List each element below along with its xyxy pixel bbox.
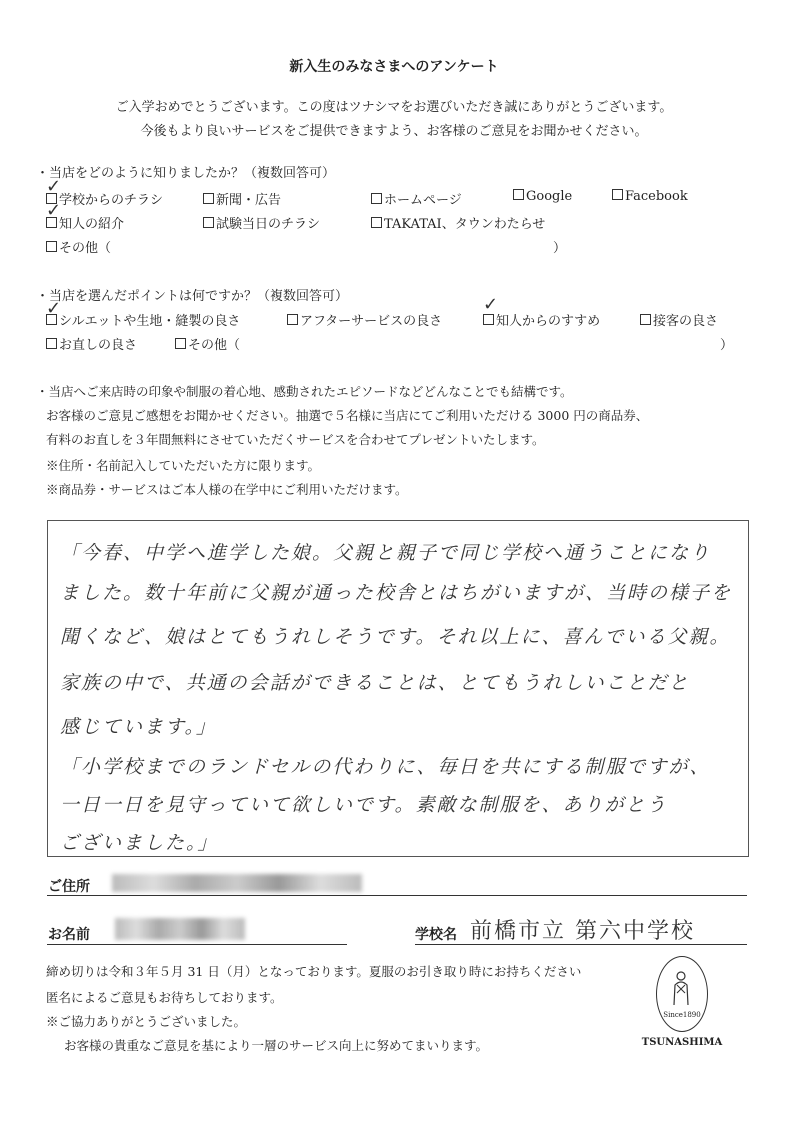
tsunashima-logo [656,956,708,1032]
checkbox[interactable] [640,314,651,325]
survey-title: 新入生のみなさまへのアンケート [289,59,499,75]
q1-option-school-flyer[interactable]: 学校からのチラシ [46,189,163,208]
school-label: 学校名 [415,927,457,943]
q1-option-newspaper[interactable]: 新聞・広告 [203,189,281,208]
check-mark-icon: ✓ [46,298,62,319]
q2-option-service[interactable]: 接客の良さ [640,310,718,329]
figure-icon [672,971,690,1005]
answer-line-1: 「今春、中学へ進学した娘。父親と親子で同じ学校へ通うことになり [60,542,712,564]
q3-line-3: 有料のお直しを３年間無料にさせていただくサービスを合わせてプレゼントいたします。 [46,432,545,447]
name-underline [47,944,347,945]
check-mark-icon: ✓ [46,200,62,221]
footer-line-3: ※ご協力ありがとうございました。 [46,1014,247,1029]
address-redacted [112,874,362,892]
logo-name: TSUNASHIMA [641,1037,723,1048]
q1-option-homepage[interactable]: ホームページ [371,189,462,208]
q3-line-4: ※住所・名前記入していただいた方に限ります。 [46,458,321,473]
q2-option-silhouette[interactable]: シルエットや生地・縫製の良さ [46,310,240,329]
checkbox[interactable] [46,241,57,252]
answer-line-2: ました。数十年前に父親が通った校舎とはちがいますが、当時の様子を [60,582,733,604]
school-underline [415,944,747,945]
q3-line-1: ・当店へご来店時の印象や制服の着心地、感動されたエピソードなどどんなことでも結構です。 [36,384,573,399]
q1-option-google[interactable]: Google [513,189,572,204]
footer-line-1: 締め切りは令和３年５月 31 日（月）となっております。夏服のお引き取り時にお持ちください [46,964,582,979]
check-mark-icon: ✓ [46,176,62,197]
name-redacted [115,918,245,940]
answer-line-5: 感じています。」 [60,716,217,738]
q2-option-aftercare[interactable]: アフターサービスの良さ [287,310,442,329]
q1-question: ・当店をどのように知りましたか？（複数回答可） [36,166,336,181]
q1-option-takatai[interactable]: TAKATAI、タウンわたらせ [371,213,545,232]
q1-option-facebook[interactable]: Facebook [612,189,688,204]
answer-line-3: 聞くなど、娘はとてもうれしそうです。それ以上に、喜んでいる父親。 [60,626,731,648]
checkbox[interactable] [612,189,623,200]
checkbox[interactable] [513,189,524,200]
q2-question: ・当店を選んだポイントは何ですか？（複数回答可） [36,289,349,304]
checkbox[interactable] [371,193,382,204]
q1-other-close: ） [553,241,567,256]
answer-line-8: ございました。」 [60,832,219,854]
answer-line-7: 一日一日を見守っていて欲しいです。素敵な制服を、ありがとう [60,794,668,816]
intro-line-1: ご入学おめでとうございます。この度はツナシマをお選びいただき誠にありがとうございます。 [115,100,673,115]
check-mark-icon: ✓ [483,294,499,315]
q1-option-acquaintance[interactable]: 知人の紹介 [46,213,124,232]
q2-option-recommendation[interactable]: 知人からのすすめ [483,310,600,329]
address-label: ご住所 [48,879,90,895]
q2-option-other[interactable]: その他（ [175,334,240,353]
checkbox[interactable] [203,193,214,204]
q2-option-alteration[interactable]: お直しの良さ [46,334,137,353]
q1-option-exam-flyer[interactable]: 試験当日のチラシ [203,213,320,232]
checkbox[interactable] [203,217,214,228]
q3-line-5: ※商品券・サービスはご本人様の在学中にご利用いただけます。 [46,482,408,497]
intro-line-2: 今後もより良いサービスをご提供できますよう、お客様のご意見をお聞かせください。 [140,124,648,139]
checkbox[interactable] [46,338,57,349]
footer-line-4: お客様の貴重なご意見を基により一層のサービス向上に努めてまいります。 [64,1038,489,1053]
q2-other-close: ） [720,338,734,353]
q1-option-other[interactable]: その他（ [46,237,111,256]
footer-line-2: 匿名によるご意見もお待ちしております。 [46,990,283,1005]
answer-line-4: 家族の中で、共通の会話ができることは、とてもうれしいことだと [60,672,690,694]
checkbox[interactable] [175,338,186,349]
address-underline [47,895,747,896]
logo-since: Since1890 [663,1011,701,1019]
q3-line-2: お客様のご意見ご感想をお聞かせください。抽選で５名様に当店にてご利用いただける 3000 円の商品券、 [46,408,649,423]
answer-line-6: 「小学校までのランドセルの代わりに、毎日を共にする制服ですが、 [60,756,711,778]
name-label: お名前 [48,927,90,943]
school-value: 前橋市立 第六中学校 [470,919,695,944]
checkbox[interactable] [483,314,494,325]
checkbox[interactable] [371,217,382,228]
checkbox[interactable] [287,314,298,325]
